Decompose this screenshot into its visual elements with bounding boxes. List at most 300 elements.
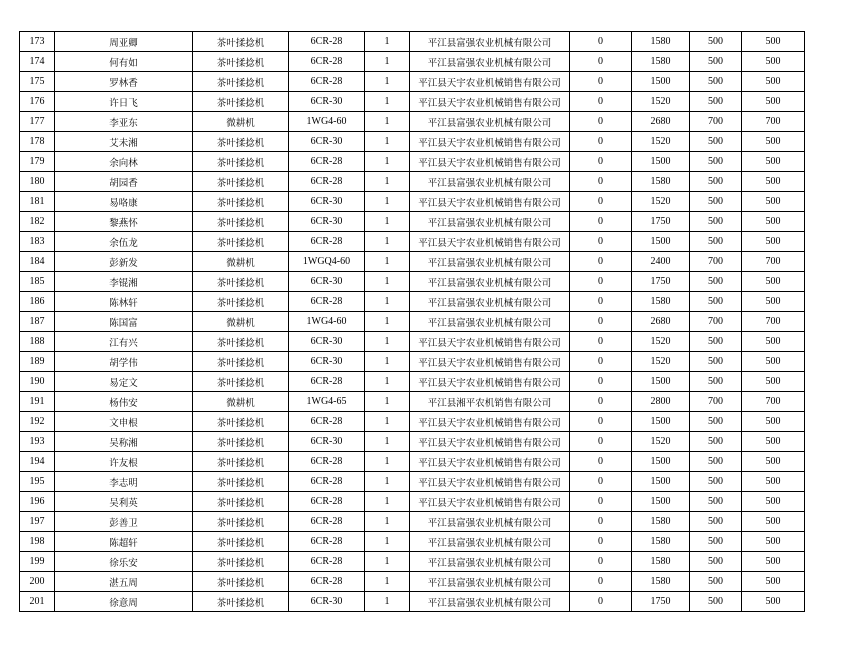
machine-type-cell: 茶叶揉捻机: [193, 272, 289, 292]
row-number-cell: 174: [20, 52, 55, 72]
table-row: [20, 292, 805, 312]
subsidy-total-cell: 700: [742, 252, 805, 272]
model-cell: 6CR-28: [289, 372, 365, 392]
machine-type-cell: 茶叶揉捻机: [193, 352, 289, 372]
table-row: [20, 272, 805, 292]
table-row: [20, 232, 805, 252]
quantity-cell: 1: [365, 552, 410, 572]
name-cell: 李锟湘: [55, 272, 193, 292]
row-number-cell: 198: [20, 532, 55, 552]
subsidy-total-cell: 500: [742, 532, 805, 552]
quantity-cell: 1: [365, 312, 410, 332]
name-cell: 陈超轩: [55, 532, 193, 552]
subsidy-cell: 500: [690, 532, 742, 552]
table-row: [20, 212, 805, 232]
price-cell: 1580: [632, 52, 690, 72]
machine-type-cell: 茶叶揉捻机: [193, 212, 289, 232]
machine-type-cell: 茶叶揉捻机: [193, 92, 289, 112]
price-cell: 2800: [632, 392, 690, 412]
subsidy-total-cell: 500: [742, 592, 805, 612]
subsidy-total-cell: 500: [742, 292, 805, 312]
zero-value-cell: 0: [570, 432, 632, 452]
row-number-cell: 182: [20, 212, 55, 232]
subsidy-total-cell: 500: [742, 192, 805, 212]
model-cell: 6CR-28: [289, 52, 365, 72]
table-row: [20, 312, 805, 332]
dealer-cell: 平江县富强农业机械有限公司: [410, 572, 570, 592]
dealer-cell: 平江县富强农业机械有限公司: [410, 112, 570, 132]
subsidy-cell: 500: [690, 352, 742, 372]
row-number-cell: 196: [20, 492, 55, 512]
dealer-cell: 平江县天宇农业机械销售有限公司: [410, 192, 570, 212]
subsidy-cell: 500: [690, 192, 742, 212]
dealer-cell: 平江县天宇农业机械销售有限公司: [410, 432, 570, 452]
model-cell: 6CR-30: [289, 332, 365, 352]
table-row: [20, 592, 805, 612]
zero-value-cell: 0: [570, 52, 632, 72]
name-cell: 陈林轩: [55, 292, 193, 312]
row-number-cell: 194: [20, 452, 55, 472]
price-cell: 1520: [632, 92, 690, 112]
machine-type-cell: 微耕机: [193, 312, 289, 332]
quantity-cell: 1: [365, 492, 410, 512]
quantity-cell: 1: [365, 512, 410, 532]
zero-value-cell: 0: [570, 312, 632, 332]
subsidy-cell: 500: [690, 512, 742, 532]
row-number-cell: 199: [20, 552, 55, 572]
name-cell: 何有如: [55, 52, 193, 72]
subsidy-total-cell: 500: [742, 432, 805, 452]
price-cell: 2680: [632, 312, 690, 332]
quantity-cell: 1: [365, 72, 410, 92]
subsidy-cell: 500: [690, 72, 742, 92]
dealer-cell: 平江县天宇农业机械销售有限公司: [410, 452, 570, 472]
dealer-cell: 平江县天宇农业机械销售有限公司: [410, 72, 570, 92]
subsidy-total-cell: 500: [742, 72, 805, 92]
zero-value-cell: 0: [570, 552, 632, 572]
dealer-cell: 平江县富强农业机械有限公司: [410, 172, 570, 192]
subsidy-total-cell: 700: [742, 112, 805, 132]
row-number-cell: 180: [20, 172, 55, 192]
table-row: [20, 392, 805, 412]
subsidy-cell: 500: [690, 592, 742, 612]
subsidy-total-cell: 500: [742, 372, 805, 392]
subsidy-total-cell: 500: [742, 352, 805, 372]
subsidy-total-cell: 500: [742, 212, 805, 232]
zero-value-cell: 0: [570, 532, 632, 552]
machine-type-cell: 茶叶揉捻机: [193, 372, 289, 392]
subsidy-cell: 500: [690, 132, 742, 152]
dealer-cell: 平江县天宇农业机械销售有限公司: [410, 492, 570, 512]
dealer-cell: 平江县湘平农机销售有限公司: [410, 392, 570, 412]
zero-value-cell: 0: [570, 152, 632, 172]
model-cell: 6CR-28: [289, 472, 365, 492]
row-number-cell: 192: [20, 412, 55, 432]
price-cell: 1520: [632, 132, 690, 152]
machine-type-cell: 茶叶揉捻机: [193, 32, 289, 52]
subsidy-cell: 500: [690, 52, 742, 72]
subsidy-total-cell: 500: [742, 512, 805, 532]
row-number-cell: 189: [20, 352, 55, 372]
machine-type-cell: 茶叶揉捻机: [193, 572, 289, 592]
model-cell: 6CR-28: [289, 32, 365, 52]
machine-type-cell: 微耕机: [193, 252, 289, 272]
subsidy-cell: 500: [690, 212, 742, 232]
price-cell: 1750: [632, 272, 690, 292]
table-row: [20, 152, 805, 172]
model-cell: 6CR-30: [289, 92, 365, 112]
dealer-cell: 平江县富强农业机械有限公司: [410, 292, 570, 312]
subsidy-total-cell: 500: [742, 492, 805, 512]
price-cell: 1500: [632, 152, 690, 172]
name-cell: 许日飞: [55, 92, 193, 112]
machine-type-cell: 茶叶揉捻机: [193, 232, 289, 252]
quantity-cell: 1: [365, 212, 410, 232]
dealer-cell: 平江县天宇农业机械销售有限公司: [410, 132, 570, 152]
zero-value-cell: 0: [570, 572, 632, 592]
name-cell: 罗林香: [55, 72, 193, 92]
subsidy-cell: 700: [690, 112, 742, 132]
zero-value-cell: 0: [570, 232, 632, 252]
subsidy-cell: 500: [690, 332, 742, 352]
name-cell: 江有兴: [55, 332, 193, 352]
quantity-cell: 1: [365, 352, 410, 372]
dealer-cell: 平江县富强农业机械有限公司: [410, 272, 570, 292]
quantity-cell: 1: [365, 112, 410, 132]
price-cell: 1520: [632, 352, 690, 372]
model-cell: 6CR-28: [289, 492, 365, 512]
subsidy-cell: 500: [690, 272, 742, 292]
machine-type-cell: 茶叶揉捻机: [193, 292, 289, 312]
dealer-cell: 平江县天宇农业机械销售有限公司: [410, 152, 570, 172]
subsidy-total-cell: 500: [742, 572, 805, 592]
zero-value-cell: 0: [570, 72, 632, 92]
subsidy-cell: 500: [690, 32, 742, 52]
model-cell: 6CR-28: [289, 152, 365, 172]
subsidy-total-cell: 500: [742, 552, 805, 572]
name-cell: 余向林: [55, 152, 193, 172]
table-row: [20, 332, 805, 352]
row-number-cell: 190: [20, 372, 55, 392]
dealer-cell: 平江县富强农业机械有限公司: [410, 252, 570, 272]
dealer-cell: 平江县天宇农业机械销售有限公司: [410, 92, 570, 112]
model-cell: 6CR-28: [289, 72, 365, 92]
subsidy-total-cell: 500: [742, 152, 805, 172]
name-cell: 杨伟安: [55, 392, 193, 412]
price-cell: 1580: [632, 32, 690, 52]
dealer-cell: 平江县富强农业机械有限公司: [410, 532, 570, 552]
machine-type-cell: 茶叶揉捻机: [193, 552, 289, 572]
zero-value-cell: 0: [570, 172, 632, 192]
dealer-cell: 平江县富强农业机械有限公司: [410, 592, 570, 612]
quantity-cell: 1: [365, 152, 410, 172]
model-cell: 6CR-30: [289, 272, 365, 292]
table-row: [20, 432, 805, 452]
subsidy-table: [19, 31, 805, 612]
quantity-cell: 1: [365, 372, 410, 392]
model-cell: 6CR-30: [289, 132, 365, 152]
quantity-cell: 1: [365, 232, 410, 252]
name-cell: 周亚卿: [55, 32, 193, 52]
zero-value-cell: 0: [570, 452, 632, 472]
name-cell: 吴利英: [55, 492, 193, 512]
quantity-cell: 1: [365, 452, 410, 472]
model-cell: 6CR-28: [289, 552, 365, 572]
zero-value-cell: 0: [570, 412, 632, 432]
table-row: [20, 352, 805, 372]
name-cell: 吴称湘: [55, 432, 193, 452]
subsidy-cell: 500: [690, 152, 742, 172]
table-body: [20, 32, 805, 612]
zero-value-cell: 0: [570, 372, 632, 392]
model-cell: 6CR-28: [289, 292, 365, 312]
model-cell: 1WGQ4-60: [289, 252, 365, 272]
model-cell: 6CR-28: [289, 572, 365, 592]
dealer-cell: 平江县天宇农业机械销售有限公司: [410, 472, 570, 492]
subsidy-cell: 700: [690, 392, 742, 412]
model-cell: 6CR-28: [289, 532, 365, 552]
price-cell: 1520: [632, 332, 690, 352]
row-number-cell: 197: [20, 512, 55, 532]
row-number-cell: 195: [20, 472, 55, 492]
quantity-cell: 1: [365, 412, 410, 432]
price-cell: 1500: [632, 472, 690, 492]
table-row: [20, 412, 805, 432]
row-number-cell: 177: [20, 112, 55, 132]
row-number-cell: 184: [20, 252, 55, 272]
model-cell: 6CR-28: [289, 412, 365, 432]
price-cell: 2680: [632, 112, 690, 132]
model-cell: 6CR-30: [289, 592, 365, 612]
quantity-cell: 1: [365, 572, 410, 592]
zero-value-cell: 0: [570, 492, 632, 512]
table-row: [20, 372, 805, 392]
zero-value-cell: 0: [570, 272, 632, 292]
quantity-cell: 1: [365, 52, 410, 72]
subsidy-cell: 500: [690, 432, 742, 452]
table-row: [20, 112, 805, 132]
zero-value-cell: 0: [570, 352, 632, 372]
price-cell: 1580: [632, 572, 690, 592]
dealer-cell: 平江县天宇农业机械销售有限公司: [410, 372, 570, 392]
subsidy-cell: 500: [690, 572, 742, 592]
subsidy-total-cell: 700: [742, 392, 805, 412]
subsidy-cell: 500: [690, 492, 742, 512]
table-row: [20, 72, 805, 92]
zero-value-cell: 0: [570, 392, 632, 412]
name-cell: 李志明: [55, 472, 193, 492]
machine-type-cell: 茶叶揉捻机: [193, 592, 289, 612]
model-cell: 6CR-28: [289, 512, 365, 532]
subsidy-cell: 500: [690, 452, 742, 472]
subsidy-total-cell: 500: [742, 92, 805, 112]
dealer-cell: 平江县天宇农业机械销售有限公司: [410, 332, 570, 352]
row-number-cell: 173: [20, 32, 55, 52]
model-cell: 6CR-28: [289, 172, 365, 192]
subsidy-cell: 500: [690, 92, 742, 112]
price-cell: 1520: [632, 192, 690, 212]
zero-value-cell: 0: [570, 472, 632, 492]
machine-type-cell: 茶叶揉捻机: [193, 512, 289, 532]
dealer-cell: 平江县富强农业机械有限公司: [410, 512, 570, 532]
price-cell: 1580: [632, 292, 690, 312]
dealer-cell: 平江县富强农业机械有限公司: [410, 552, 570, 572]
quantity-cell: 1: [365, 432, 410, 452]
table-row: [20, 572, 805, 592]
subsidy-total-cell: 500: [742, 332, 805, 352]
subsidy-cell: 500: [690, 372, 742, 392]
zero-value-cell: 0: [570, 32, 632, 52]
subsidy-cell: 500: [690, 472, 742, 492]
price-cell: 1500: [632, 452, 690, 472]
dealer-cell: 平江县天宇农业机械销售有限公司: [410, 232, 570, 252]
price-cell: 1580: [632, 512, 690, 532]
subsidy-cell: 700: [690, 252, 742, 272]
row-number-cell: 181: [20, 192, 55, 212]
zero-value-cell: 0: [570, 92, 632, 112]
quantity-cell: 1: [365, 92, 410, 112]
price-cell: 1500: [632, 72, 690, 92]
table-row: [20, 132, 805, 152]
row-number-cell: 183: [20, 232, 55, 252]
dealer-cell: 平江县富强农业机械有限公司: [410, 32, 570, 52]
price-cell: 1500: [632, 232, 690, 252]
model-cell: 1WG4-60: [289, 112, 365, 132]
subsidy-total-cell: 500: [742, 32, 805, 52]
machine-type-cell: 茶叶揉捻机: [193, 172, 289, 192]
name-cell: 余伍龙: [55, 232, 193, 252]
row-number-cell: 201: [20, 592, 55, 612]
name-cell: 徐乐安: [55, 552, 193, 572]
zero-value-cell: 0: [570, 332, 632, 352]
machine-type-cell: 微耕机: [193, 392, 289, 412]
dealer-cell: 平江县富强农业机械有限公司: [410, 312, 570, 332]
quantity-cell: 1: [365, 272, 410, 292]
table-row: [20, 252, 805, 272]
table-row: [20, 472, 805, 492]
table-row: [20, 492, 805, 512]
price-cell: 1500: [632, 492, 690, 512]
quantity-cell: 1: [365, 592, 410, 612]
machine-type-cell: 茶叶揉捻机: [193, 52, 289, 72]
name-cell: 胡园香: [55, 172, 193, 192]
name-cell: 陈国富: [55, 312, 193, 332]
table-row: [20, 172, 805, 192]
machine-type-cell: 茶叶揉捻机: [193, 72, 289, 92]
quantity-cell: 1: [365, 192, 410, 212]
subsidy-cell: 500: [690, 292, 742, 312]
subsidy-total-cell: 500: [742, 272, 805, 292]
price-cell: 2400: [632, 252, 690, 272]
row-number-cell: 175: [20, 72, 55, 92]
name-cell: 黎燕怀: [55, 212, 193, 232]
zero-value-cell: 0: [570, 512, 632, 532]
model-cell: 1WG4-60: [289, 312, 365, 332]
quantity-cell: 1: [365, 172, 410, 192]
machine-type-cell: 微耕机: [193, 112, 289, 132]
quantity-cell: 1: [365, 292, 410, 312]
zero-value-cell: 0: [570, 292, 632, 312]
machine-type-cell: 茶叶揉捻机: [193, 452, 289, 472]
quantity-cell: 1: [365, 392, 410, 412]
model-cell: 6CR-28: [289, 452, 365, 472]
subsidy-total-cell: 500: [742, 232, 805, 252]
row-number-cell: 200: [20, 572, 55, 592]
subsidy-total-cell: 500: [742, 52, 805, 72]
row-number-cell: 176: [20, 92, 55, 112]
price-cell: 1750: [632, 212, 690, 232]
model-cell: 6CR-30: [289, 212, 365, 232]
table-row: [20, 192, 805, 212]
subsidy-total-cell: 700: [742, 312, 805, 332]
price-cell: 1580: [632, 172, 690, 192]
machine-type-cell: 茶叶揉捻机: [193, 152, 289, 172]
subsidy-cell: 500: [690, 412, 742, 432]
name-cell: 易咯康: [55, 192, 193, 212]
row-number-cell: 187: [20, 312, 55, 332]
subsidy-total-cell: 500: [742, 412, 805, 432]
name-cell: 湛五周: [55, 572, 193, 592]
subsidy-cell: 500: [690, 232, 742, 252]
table-row: [20, 52, 805, 72]
machine-type-cell: 茶叶揉捻机: [193, 132, 289, 152]
quantity-cell: 1: [365, 332, 410, 352]
zero-value-cell: 0: [570, 212, 632, 232]
price-cell: 1520: [632, 432, 690, 452]
name-cell: 文申根: [55, 412, 193, 432]
quantity-cell: 1: [365, 532, 410, 552]
price-cell: 1580: [632, 532, 690, 552]
price-cell: 1500: [632, 372, 690, 392]
zero-value-cell: 0: [570, 252, 632, 272]
model-cell: 6CR-28: [289, 232, 365, 252]
table-row: [20, 552, 805, 572]
dealer-cell: 平江县富强农业机械有限公司: [410, 212, 570, 232]
name-cell: 李亚东: [55, 112, 193, 132]
name-cell: 徐意周: [55, 592, 193, 612]
zero-value-cell: 0: [570, 132, 632, 152]
quantity-cell: 1: [365, 252, 410, 272]
zero-value-cell: 0: [570, 592, 632, 612]
row-number-cell: 193: [20, 432, 55, 452]
row-number-cell: 185: [20, 272, 55, 292]
subsidy-total-cell: 500: [742, 132, 805, 152]
subsidy-total-cell: 500: [742, 172, 805, 192]
name-cell: 易定文: [55, 372, 193, 392]
subsidy-cell: 500: [690, 172, 742, 192]
model-cell: 1WG4-65: [289, 392, 365, 412]
zero-value-cell: 0: [570, 112, 632, 132]
subsidy-total-cell: 500: [742, 452, 805, 472]
subsidy-total-cell: 500: [742, 472, 805, 492]
name-cell: 彭新发: [55, 252, 193, 272]
machine-type-cell: 茶叶揉捻机: [193, 192, 289, 212]
table-row: [20, 532, 805, 552]
name-cell: 艾未湘: [55, 132, 193, 152]
row-number-cell: 179: [20, 152, 55, 172]
price-cell: 1500: [632, 412, 690, 432]
row-number-cell: 178: [20, 132, 55, 152]
quantity-cell: 1: [365, 132, 410, 152]
quantity-cell: 1: [365, 472, 410, 492]
name-cell: 胡学伟: [55, 352, 193, 372]
machine-type-cell: 茶叶揉捻机: [193, 532, 289, 552]
price-cell: 1750: [632, 592, 690, 612]
machine-type-cell: 茶叶揉捻机: [193, 492, 289, 512]
row-number-cell: 191: [20, 392, 55, 412]
table-row: [20, 92, 805, 112]
subsidy-cell: 700: [690, 312, 742, 332]
